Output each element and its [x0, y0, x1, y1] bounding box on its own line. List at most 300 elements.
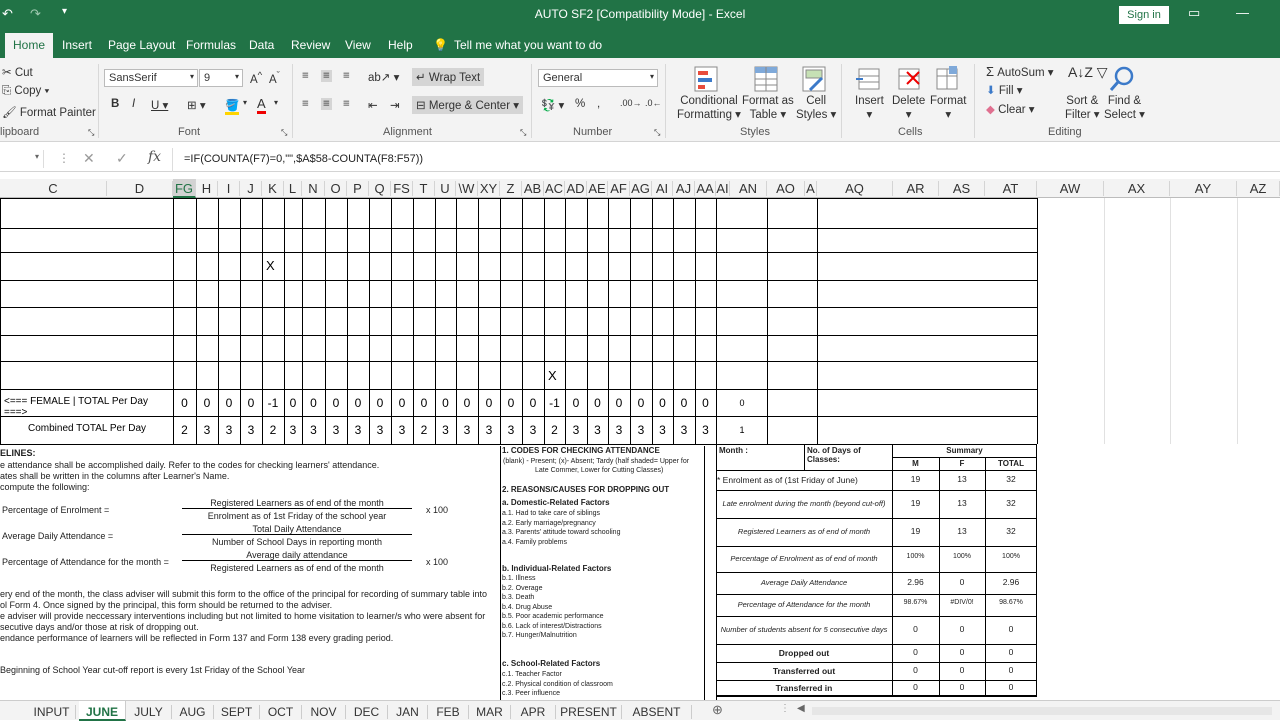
summary-border	[716, 490, 1037, 491]
delete-button[interactable]: Delete ▾	[892, 95, 926, 121]
orientation-icon[interactable]: ab↗ ▾	[368, 72, 400, 84]
group-separator	[98, 64, 99, 138]
column-header[interactable]: AR	[893, 181, 939, 196]
summary-value[interactable]: 2.96	[907, 577, 924, 587]
combined-day-total[interactable]: 3	[529, 423, 537, 437]
sheet-tab-apr[interactable]: APR	[511, 705, 556, 719]
cell-styles-button[interactable]: Cell Styles ▾	[796, 95, 837, 121]
column-header[interactable]: AA	[695, 181, 716, 196]
merge-center-button[interactable]: ⊟ Merge & Center ▾	[412, 96, 523, 114]
summary-value[interactable]: 0	[959, 577, 965, 587]
lightbulb-icon: 💡	[433, 38, 448, 52]
combined-day-total[interactable]: 3	[442, 423, 449, 437]
tab-page-layout[interactable]: Page Layout	[108, 38, 176, 52]
autosum-button[interactable]: Σ AutoSum ▾	[986, 64, 1054, 79]
sheet-tab-feb[interactable]: FEB	[428, 705, 469, 719]
female-header: F	[959, 459, 965, 468]
summary-value[interactable]: 13	[957, 474, 967, 484]
column-header[interactable]: A	[805, 181, 817, 196]
combined-day-total[interactable]: 3	[354, 423, 362, 437]
summary-value[interactable]: 100%	[953, 553, 971, 560]
grid-border	[767, 198, 768, 444]
font-color-icon[interactable]: A	[257, 96, 266, 114]
title-bar	[0, 0, 1280, 30]
combined-day-total[interactable]: 2	[420, 423, 428, 437]
bold-button[interactable]: B	[111, 98, 120, 110]
format-as-table-button[interactable]: Format as Table ▾	[742, 95, 794, 121]
column-header[interactable]: AZ	[1237, 181, 1280, 196]
summary-row-label: * Enrolment as of (1st Friday of June)	[717, 475, 858, 485]
align-top-icon[interactable]: ≡	[302, 70, 309, 82]
ribbon-tabs	[0, 30, 1280, 58]
clear-button[interactable]: ◆ Clear ▾	[986, 104, 1035, 116]
summary-row-label: Transferred out	[772, 666, 836, 676]
font-size-select[interactable]: 9 ▾	[199, 69, 243, 87]
tab-insert[interactable]: Insert	[62, 38, 93, 52]
options-icon[interactable]: ⋮	[58, 151, 70, 165]
wrap-text-button[interactable]: ↵ Wrap Text	[412, 68, 484, 86]
female-day-total[interactable]: -1	[549, 396, 560, 410]
ada-label: Average Daily Attendance =	[2, 531, 114, 541]
group-separator	[974, 64, 975, 138]
grid-border	[0, 252, 1037, 253]
column-header[interactable]: K	[262, 181, 284, 196]
combined-day-total[interactable]: 3	[289, 423, 297, 437]
summary-value[interactable]: 0	[959, 682, 965, 692]
female-day-total[interactable]: 0	[659, 396, 666, 410]
summary-value[interactable]: 100%	[906, 553, 925, 560]
female-day-total[interactable]: 0	[442, 396, 449, 410]
grid-border	[0, 280, 1037, 281]
grid-border	[716, 198, 717, 444]
summary-border	[716, 644, 1037, 645]
sheet-tab-present[interactable]: PRESENT	[556, 705, 622, 719]
format-button[interactable]: Format ▾	[930, 95, 967, 121]
column-header[interactable]: AW	[1037, 181, 1104, 196]
formula-bar	[0, 148, 1280, 172]
combined-day-total[interactable]: 3	[572, 423, 580, 437]
comma-icon[interactable]: ,	[597, 98, 601, 110]
format-cells-icon	[933, 64, 961, 94]
multiplier: x 100	[426, 557, 449, 567]
domestic-title: a. Domestic-Related Factors	[502, 498, 610, 507]
grid-border	[0, 361, 1037, 362]
female-day-total[interactable]: 0	[310, 396, 317, 410]
reason-item: a.2. Early marriage/pregnancy	[502, 519, 596, 527]
reason-item: b.5. Poor academic performance	[502, 613, 604, 620]
female-day-total[interactable]: 0	[637, 396, 645, 410]
female-day-total[interactable]: 0	[507, 396, 515, 410]
sheet-tab-nov[interactable]: NOV	[302, 705, 346, 719]
pct-attendance-numerator: Average daily attendance	[182, 550, 412, 561]
female-day-total[interactable]: 0	[420, 396, 428, 410]
column-header[interactable]: L	[284, 181, 302, 196]
column-header[interactable]: J	[240, 181, 262, 196]
female-day-total[interactable]: 0	[376, 396, 384, 410]
column-header[interactable]: AB	[522, 181, 544, 196]
pct-attendance-denominator: Registered Learners as of end of the month	[210, 563, 384, 573]
summary-border	[716, 696, 1037, 697]
female-day-total[interactable]: 0	[463, 396, 471, 410]
horizontal-scrollbar[interactable]	[812, 707, 1272, 715]
accounting-format-icon[interactable]: 💱 ▾	[541, 100, 565, 112]
absence-mark[interactable]: X	[548, 368, 557, 383]
female-total-label: <=== FEMALE | TOTAL Per Day ===>	[4, 396, 148, 418]
decrease-font-icon[interactable]: $A^ˇ$	[269, 70, 280, 86]
female-day-total[interactable]: 0	[203, 396, 211, 410]
cut-button[interactable]: ✂ Cut	[2, 67, 33, 79]
grid-border	[1037, 198, 1038, 444]
column-header[interactable]: AI	[716, 181, 729, 196]
pct-attendance-label: Percentage of Attendance for the month =	[2, 557, 169, 567]
column-header[interactable]: AC	[544, 181, 564, 196]
undo-icon[interactable]: ↶	[2, 6, 13, 21]
days-label: No. of Days of Classes:	[807, 446, 861, 464]
sort-filter-icon: A↓Z ▽	[1068, 64, 1108, 80]
combined-day-total[interactable]: 3	[702, 423, 709, 437]
multiplier: x 100	[426, 505, 449, 515]
sheet-tab-july[interactable]: JULY	[126, 705, 172, 719]
summary-row-label: Average Daily Attendance	[760, 578, 848, 587]
tab-split-icon[interactable]: ⋮	[780, 703, 790, 714]
summary-value[interactable]: 98.67%	[999, 599, 1023, 606]
summary-value[interactable]: 0	[959, 624, 965, 634]
customize-quick-access-icon[interactable]: ▾	[62, 6, 68, 17]
combined-day-total[interactable]: 3	[247, 423, 255, 437]
summary-value[interactable]: 19	[910, 526, 921, 536]
column-header[interactable]: FG	[173, 179, 196, 198]
pct-enrolment-label: Percentage of Enrolment =	[2, 505, 110, 515]
column-header[interactable]: D	[107, 181, 173, 196]
number-group-label: Number	[573, 126, 613, 138]
summary-value[interactable]: 0	[1008, 647, 1014, 657]
redo-icon[interactable]: ↷	[30, 6, 41, 21]
combined-day-total[interactable]: 3	[225, 423, 233, 437]
increase-decimal-icon[interactable]: .00→	[620, 98, 642, 108]
combined-day-total[interactable]: 3	[310, 423, 317, 437]
combined-day-total[interactable]: 3	[659, 423, 666, 437]
ada-denominator: Number of School Days in reporting month	[211, 537, 383, 547]
reason-item: c.2. Physical condition of classroom	[502, 680, 613, 688]
combined-day-total[interactable]: 3	[203, 423, 211, 437]
increase-indent-icon[interactable]: ⇥	[390, 100, 400, 112]
reason-item: c.1. Teacher Factor	[502, 671, 562, 678]
summary-border	[804, 444, 805, 470]
column-header[interactable]: Q	[369, 181, 391, 196]
column-header[interactable]: T	[413, 181, 435, 196]
insert-button[interactable]: Insert ▾	[855, 95, 884, 121]
female-day-total[interactable]: 0	[529, 396, 537, 410]
alignment-group-label: Alignment	[383, 126, 432, 138]
align-center-icon[interactable]: ≡	[323, 98, 330, 110]
total-header: TOTAL	[998, 459, 1024, 468]
summary-title: Summary	[946, 446, 983, 455]
summary-row-label: Late enrolment during the month (beyond cut-off)	[722, 499, 886, 508]
column-header[interactable]: AN	[730, 181, 767, 196]
combined-day-total[interactable]: 3	[332, 423, 340, 437]
tab-data[interactable]: Data	[249, 38, 275, 52]
guideline-line: e attendance shall be accomplished daily. Refer to the codes for checking learners' attendance.	[0, 460, 380, 470]
align-bottom-icon[interactable]: ≡	[343, 70, 350, 82]
female-day-total[interactable]: 0	[181, 396, 188, 410]
section-border	[716, 446, 717, 700]
sheet-tab-june[interactable]: JUNE	[79, 701, 126, 721]
font-name-select[interactable]: SansSerif ▾	[104, 69, 198, 87]
cancel-icon[interactable]: ✕	[83, 150, 95, 166]
school-title: c. School-Related Factors	[502, 659, 601, 668]
column-header[interactable]: AF	[608, 181, 630, 196]
summary-value[interactable]: 0	[959, 665, 965, 675]
column-header[interactable]: AT	[985, 181, 1037, 196]
formula-input[interactable]: =IF(COUNTA(F7)=0,"",$A$58-COUNTA(F8:F57))	[184, 153, 424, 165]
absence-mark[interactable]: X	[266, 258, 275, 273]
combined-day-total[interactable]: 2	[181, 423, 188, 437]
column-header[interactable]: XY	[478, 181, 500, 196]
guideline-paragraph: e adviser will provide neccessary interventions including but not limited to home visitation to learner/s who were absent for	[0, 611, 486, 621]
copy-button[interactable]: ⎘ Copy ▾	[2, 85, 50, 97]
female-day-total[interactable]: 0	[289, 396, 297, 410]
column-header[interactable]: O	[325, 181, 347, 196]
summary-border	[716, 546, 1037, 547]
section-border	[704, 446, 705, 700]
female-day-total[interactable]: -1	[267, 396, 279, 410]
column-header[interactable]: Z	[500, 181, 522, 196]
minimize-icon[interactable]: —	[1236, 5, 1249, 20]
sort-filter-button[interactable]: Sort & Filter ▾	[1065, 95, 1100, 121]
column-header[interactable]: AQ	[817, 181, 893, 196]
summary-value[interactable]: 0	[913, 682, 918, 692]
sheet-tab-sept[interactable]: SEPT	[214, 705, 260, 719]
female-day-total[interactable]: 0	[354, 396, 362, 410]
reason-item: b.2. Overage	[502, 584, 543, 592]
grid-border	[0, 198, 1, 444]
name-box[interactable]: ▾	[0, 150, 44, 168]
new-sheet-icon[interactable]: ⊕	[712, 702, 723, 717]
female-day-total[interactable]: 0	[332, 396, 340, 410]
group-separator	[292, 64, 293, 138]
reason-item: b.4. Drug Abuse	[502, 603, 553, 611]
enter-icon[interactable]: ✓	[116, 150, 128, 166]
column-header[interactable]: I	[218, 181, 240, 196]
reason-item: a.3. Parents' attitude toward schooling	[502, 529, 621, 536]
summary-value[interactable]: 13	[957, 526, 967, 536]
sheet-tab-jan[interactable]: JAN	[388, 705, 428, 719]
guideline-paragraph: endance performance of learners will be reflected in Form 137 and Form 138 every grading period.	[0, 633, 394, 643]
summary-value[interactable]: 0	[1008, 624, 1014, 634]
tab-view[interactable]: View	[345, 38, 371, 52]
tell-me-search[interactable]: Tell me what you want to do	[454, 38, 603, 52]
ribbon	[0, 58, 1280, 142]
fill-button[interactable]: ⬇ Fill ▾	[986, 85, 1023, 97]
summary-value[interactable]: 2.96	[1002, 577, 1020, 587]
conditional-formatting-button[interactable]: Conditional Formatting ▾	[677, 95, 741, 121]
column-header[interactable]: AI	[652, 181, 673, 196]
summary-value[interactable]: 0	[913, 647, 918, 657]
number-format-select[interactable]: General ▾	[538, 69, 658, 87]
summary-value[interactable]: 0	[959, 647, 965, 657]
column-headers	[0, 179, 1280, 198]
female-day-total[interactable]: 0	[594, 396, 601, 410]
column-header[interactable]: P	[347, 181, 369, 196]
summary-value[interactable]: 98.67%	[903, 599, 928, 606]
fill-color-dropdown-icon[interactable]: ▾	[243, 98, 248, 107]
combined-day-total[interactable]: 3	[507, 423, 515, 437]
sheet-tab-absent[interactable]: ABSENT	[622, 705, 692, 719]
summary-value[interactable]: #DIV/0!	[950, 599, 974, 606]
sheet-tab-dec[interactable]: DEC	[346, 705, 388, 719]
summary-value[interactable]: 13	[957, 498, 967, 508]
summary-value[interactable]: 19	[910, 474, 921, 484]
combined-day-total[interactable]: 3	[637, 423, 645, 437]
guideline-paragraph: secutive days and/or those at risk of dropping out.	[0, 622, 199, 632]
column-header[interactable]: FS	[391, 181, 413, 196]
female-day-total[interactable]: 0	[398, 396, 406, 410]
summary-value[interactable]: 32	[1006, 474, 1016, 484]
combined-day-total[interactable]: 3	[615, 423, 623, 437]
combined-day-total[interactable]: 3	[398, 423, 406, 437]
decrease-decimal-icon[interactable]: .0←	[645, 98, 662, 108]
summary-value[interactable]: 0	[913, 624, 918, 634]
female-day-total[interactable]: 0	[680, 396, 688, 410]
combined-day-total[interactable]: 3	[680, 423, 688, 437]
female-day-total[interactable]: 0	[572, 396, 580, 410]
column-header[interactable]: H	[196, 181, 218, 196]
guideline-line: compute the following:	[0, 482, 90, 492]
sign-in-button[interactable]: Sign in	[1119, 6, 1169, 24]
italic-button[interactable]: I	[132, 98, 136, 110]
column-header[interactable]: U	[435, 181, 456, 196]
female-day-total[interactable]: 0	[247, 396, 255, 410]
female-day-total[interactable]: 0	[702, 396, 709, 410]
summary-row-label: Registered Learners as of end of month	[737, 527, 871, 536]
summary-value[interactable]: 32	[1006, 526, 1016, 536]
grid-border	[0, 228, 1037, 229]
codes-desc: (blank) - Present; (x)- Absent; Tardy (half shaded= Upper for	[503, 458, 690, 465]
combined-total-label: Combined TOTAL Per Day	[28, 423, 147, 434]
pct-enrolment-denominator: Enrolment as of 1st Friday of the school year	[207, 511, 387, 521]
delete-cells-icon	[895, 64, 923, 94]
summary-value[interactable]: 32	[1006, 498, 1016, 508]
tab-help[interactable]: Help	[388, 38, 413, 52]
percent-icon[interactable]: %	[575, 98, 586, 110]
summary-row-label: Percentage of Attendance for the month	[737, 600, 871, 609]
combined-day-total[interactable]: 3	[485, 423, 493, 437]
sheet-tab-aug[interactable]: AUG	[172, 705, 214, 719]
female-day-total[interactable]: 0	[485, 396, 493, 410]
gridline	[1104, 198, 1105, 444]
cell-styles-icon	[800, 64, 828, 94]
align-middle-icon[interactable]: ≡	[323, 70, 330, 82]
summary-value[interactable]: 19	[910, 498, 921, 508]
reason-item: b.3. Death	[502, 594, 535, 601]
column-header[interactable]: N	[302, 181, 325, 196]
align-left-icon[interactable]: ≡	[302, 98, 309, 110]
summary-value[interactable]: 0	[1008, 665, 1014, 675]
decrease-indent-icon[interactable]: ⇤	[368, 100, 378, 112]
fill-down-icon: ⬇	[986, 85, 996, 97]
column-header[interactable]: AJ	[673, 181, 695, 196]
combined-day-total[interactable]: 2	[269, 423, 277, 437]
summary-row-label: Transferred in	[775, 683, 833, 693]
conditional-formatting-icon	[692, 64, 720, 94]
female-day-total[interactable]: 0	[615, 396, 623, 410]
align-right-icon[interactable]: ≡	[343, 98, 350, 110]
combined-day-total[interactable]: 3	[376, 423, 384, 437]
grid-border	[0, 198, 1037, 199]
reason-item: b.1. Illness	[502, 575, 536, 582]
individual-title: b. Individual-Related Factors	[502, 564, 612, 573]
group-separator	[841, 64, 842, 138]
font-color-dropdown-icon[interactable]: ▾	[274, 98, 279, 107]
clipboard-launcher-icon[interactable]: ⤡	[88, 128, 95, 137]
codes-desc: Late Commer, Lower for Cutting Classes)	[535, 467, 664, 474]
font-launcher-icon[interactable]: ⤡	[281, 128, 288, 137]
month-label: Month :	[719, 446, 748, 455]
summary-border	[716, 572, 1037, 573]
column-header[interactable]: AX	[1104, 181, 1170, 196]
combined-day-total[interactable]: 3	[463, 423, 471, 437]
column-header[interactable]: AG	[630, 181, 652, 196]
tab-formulas[interactable]: Formulas	[186, 38, 237, 52]
female-day-total[interactable]: 0	[225, 396, 233, 410]
grid-border	[0, 335, 1037, 336]
number-launcher-icon[interactable]: ⤡	[654, 128, 661, 137]
grid-border	[0, 307, 1037, 308]
column-header[interactable]: C	[0, 181, 107, 196]
grid-border	[817, 198, 818, 444]
combined-day-total[interactable]: 2	[551, 423, 558, 437]
font-group-label: Font	[178, 126, 201, 138]
sheet-tab-input[interactable]: INPUT	[28, 705, 76, 719]
alignment-launcher-icon[interactable]: ⤡	[520, 128, 527, 137]
summary-value[interactable]: 100%	[1002, 553, 1020, 560]
tab-review[interactable]: Review	[291, 38, 331, 52]
formula-divider	[172, 148, 173, 172]
worksheet-grid[interactable]	[0, 198, 1280, 700]
guideline-paragraph: ery end of the month, the class adviser will submit this form to the office of the principal for recording of summary table into	[0, 589, 488, 599]
reason-item: b.7. Hunger/Malnutrition	[502, 632, 577, 639]
borders-icon[interactable]: ⊞ ▾	[187, 100, 206, 112]
column-header[interactable]: AS	[939, 181, 985, 196]
format-painter-button[interactable]: 🖌 Format Painter	[2, 107, 96, 119]
gridline	[1237, 198, 1238, 444]
cutoff-note: Beginning of School Year cut-off report is every 1st Friday of the School Year	[0, 665, 306, 675]
insert-function-icon[interactable]: fx	[148, 149, 162, 165]
summary-value[interactable]: 0	[913, 665, 918, 675]
ribbon-display-icon[interactable]: ▭	[1188, 5, 1201, 20]
underline-button[interactable]: U ▾	[151, 100, 169, 112]
combined-day-total[interactable]: 3	[594, 423, 601, 437]
guideline-line: ates shall be written in the columns after Learner's Name.	[0, 471, 230, 481]
sheet-tab-oct[interactable]: OCT	[260, 705, 302, 719]
column-header[interactable]: AO	[767, 181, 805, 196]
summary-value[interactable]: 0	[1008, 682, 1014, 692]
column-header[interactable]: AE	[587, 181, 608, 196]
increase-font-icon[interactable]: A^	[250, 70, 263, 86]
column-header[interactable]: \W	[456, 181, 478, 196]
find-select-button[interactable]: Find & Select ▾	[1104, 95, 1145, 121]
column-header[interactable]: AY	[1170, 181, 1237, 196]
reason-item: b.6. Lack of interest/Distractions	[502, 622, 602, 630]
tab-home[interactable]: Home	[5, 33, 53, 58]
column-header[interactable]: AD	[565, 181, 587, 196]
sheet-tab-mar[interactable]: MAR	[469, 705, 511, 719]
fill-color-icon[interactable]: 🪣	[225, 98, 239, 115]
male-header: M	[912, 459, 919, 468]
scroll-left-icon[interactable]: ◀	[797, 703, 805, 714]
sigma-icon: Σ	[986, 64, 995, 79]
section-border	[500, 446, 501, 700]
